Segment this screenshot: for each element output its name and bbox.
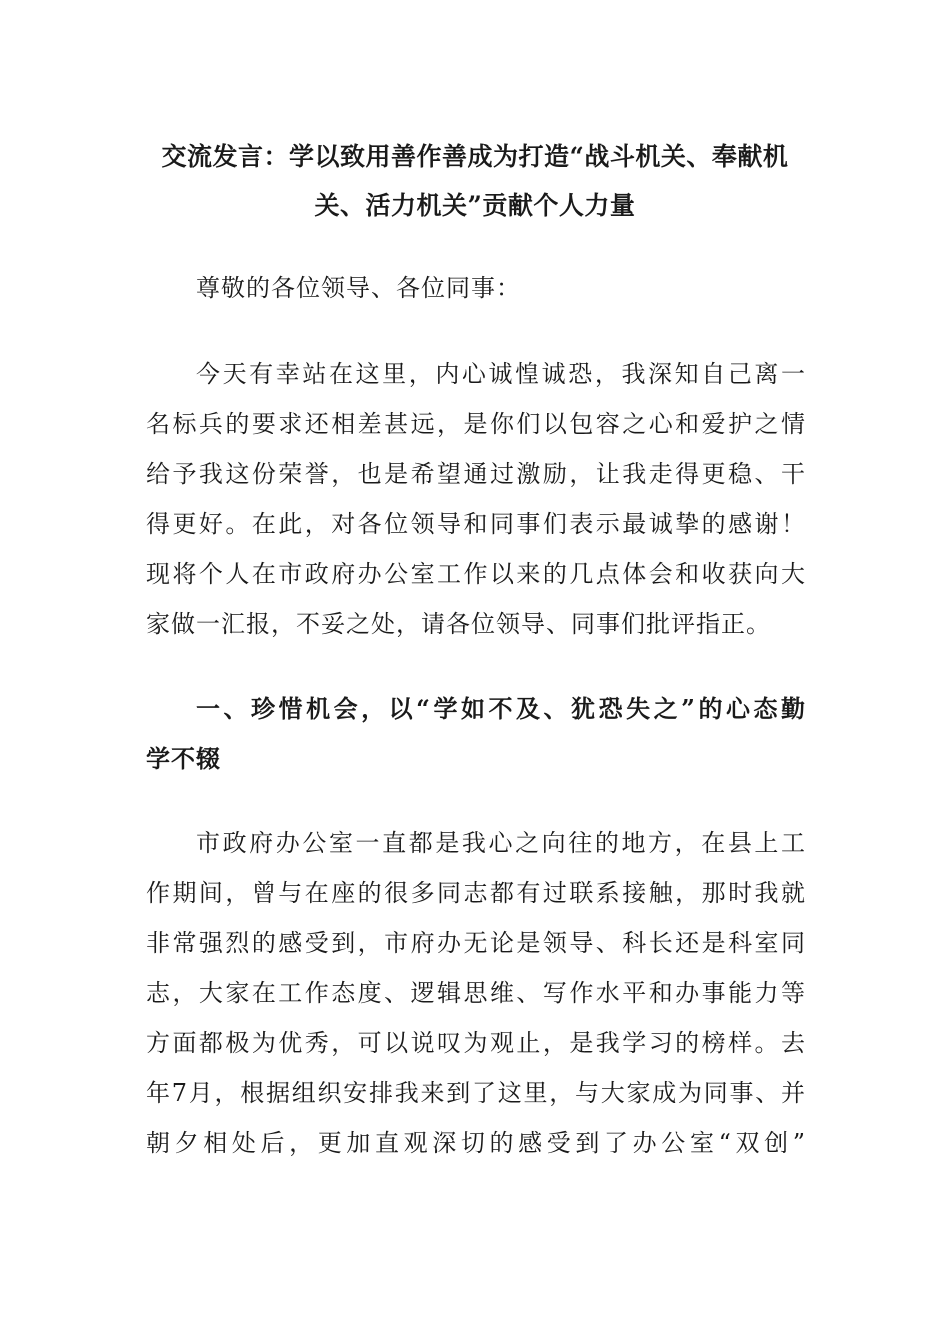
paragraph-line: 给予我这份荣誉，也是希望通过激励，让我走得更稳、干 xyxy=(146,460,806,488)
paragraph-section-1 xyxy=(146,818,806,1168)
paragraph-line: 得更好。在此，对各位领导和同事们表示最诚挚的感谢！ xyxy=(146,510,806,538)
title-line: 关、活力机关”贡献个人力量 xyxy=(314,191,636,220)
title-line: 交流发言：学以致用善作善成为打造“战斗机关、奉献机 xyxy=(161,142,789,171)
paragraph-line: 方面都极为优秀，可以说叹为观止，是我学习的榜样。去 xyxy=(146,1029,806,1057)
paragraph-opening xyxy=(146,349,806,649)
heading-line: 一、珍惜机会，以“学如不及、犹恐失之”的心态勤 xyxy=(196,694,806,723)
paragraph-line: 志，大家在工作态度、逻辑思维、写作水平和办事能力等 xyxy=(146,979,806,1007)
salutation: 尊敬的各位领导、各位同事： xyxy=(196,274,521,302)
paragraph-line: 非常强烈的感受到，市府办无论是领导、科长还是科室同 xyxy=(146,929,806,957)
paragraph-line: 名标兵的要求还相差甚远，是你们以包容之心和爱护之情 xyxy=(146,410,806,438)
paragraph-line: 年7月，根据组织安排我来到了这里，与大家成为同事、并 xyxy=(146,1079,806,1107)
paragraph-line: 今天有幸站在这里，内心诚惶诚恐，我深知自己离一 xyxy=(196,360,806,388)
heading-line: 学不辍 xyxy=(146,744,221,773)
paragraph-line: 朝夕相处后，更加直观深切的感受到了办公室“双创” xyxy=(146,1129,806,1157)
section-heading-1 xyxy=(146,684,806,784)
document-title xyxy=(146,132,804,230)
paragraph-line: 现将个人在市政府办公室工作以来的几点体会和收获向大 xyxy=(146,560,806,588)
paragraph-line: 家做一汇报，不妥之处，请各位领导、同事们批评指正。 xyxy=(146,610,771,638)
paragraph-line: 市政府办公室一直都是我心之向往的地方，在县上工 xyxy=(196,829,806,857)
paragraph-line: 作期间，曾与在座的很多同志都有过联系接触，那时我就 xyxy=(146,879,806,907)
